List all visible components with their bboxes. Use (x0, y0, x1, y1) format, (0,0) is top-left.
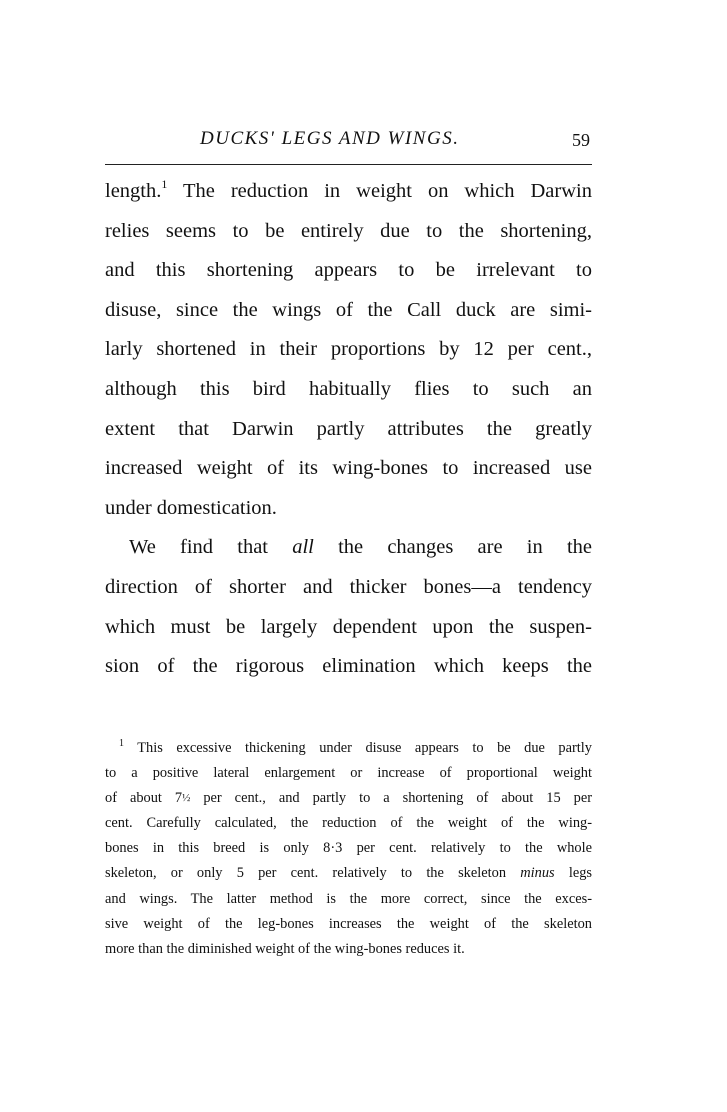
body-line: increased weight of its wing-bones to increased use (105, 457, 592, 480)
footnote-line (105, 786, 592, 811)
footnote-reference: 1 (161, 177, 168, 191)
fraction-text: ½ (182, 792, 191, 805)
footnote-line-text: legs (554, 865, 592, 882)
footnote-line-text: per cent., and partly to a shortening of about 15 per (190, 790, 592, 807)
body-line: sion of the rigorous elimination which keeps the (105, 655, 592, 678)
body-line-text: The reduction in weight on which Darwin (167, 180, 592, 202)
emphasis-text: all (292, 536, 314, 559)
header-rule (105, 164, 592, 165)
running-head (105, 128, 592, 156)
body-line: larly shortened in their proportions by 12 per cent., (105, 338, 592, 361)
body-line: although this bird habitually flies to such an (105, 377, 592, 400)
body-line: which must be largely dependent upon the suspen- (105, 615, 592, 638)
body-line: relies seems to be entirely due to the shortening, (105, 219, 592, 242)
body-line: disuse, since the wings of the Call duck are simi- (105, 298, 592, 321)
body-line: direction of shorter and thicker bones—a tendency (105, 575, 592, 598)
body-line: extent that Darwin partly attributes the greatly (105, 417, 592, 440)
footnote-line-text: of about 7 (105, 790, 183, 807)
body-line: and this shortening appears to be irrelevant to (105, 259, 592, 282)
footnote-line: and wings. The latter method is the more correct, since the exces- (105, 890, 592, 907)
body-text (105, 172, 592, 687)
emphasis-text: minus (520, 865, 555, 882)
footnote-line: to a positive lateral enlargement or increase of proportional weight (105, 765, 592, 782)
footnote-line (105, 736, 592, 761)
body-line (105, 528, 592, 568)
body-line-text: the changes are in the (313, 536, 592, 559)
footnote-line-text: This excessive thickening under disuse appears to be due partly (124, 740, 592, 756)
footnote-line: sive weight of the leg-bones increases the weight of the skeleton (105, 915, 592, 932)
body-line (105, 172, 592, 212)
body-line-text: We find that (129, 536, 293, 559)
body-line: under domestication. (105, 496, 277, 519)
page-number: 59 (572, 130, 590, 150)
footnote-line: bones in this breed is only 8·3 per cent. relatively to the whole (105, 840, 592, 857)
footnote-line (105, 861, 592, 886)
footnote (105, 736, 592, 962)
footnote-marker: 1 (119, 738, 124, 749)
footnote-line: cent. Carefully calculated, the reduction of the weight of the wing- (105, 815, 592, 832)
footnote-line-text: skeleton, or only 5 per cent. relatively to the skeleton (105, 865, 521, 882)
running-title: DUCKS' LEGS AND WINGS. (200, 128, 460, 149)
body-line-text: length. (105, 180, 162, 202)
footnote-line: more than the diminished weight of the wing-bones reduces it. (105, 940, 465, 957)
